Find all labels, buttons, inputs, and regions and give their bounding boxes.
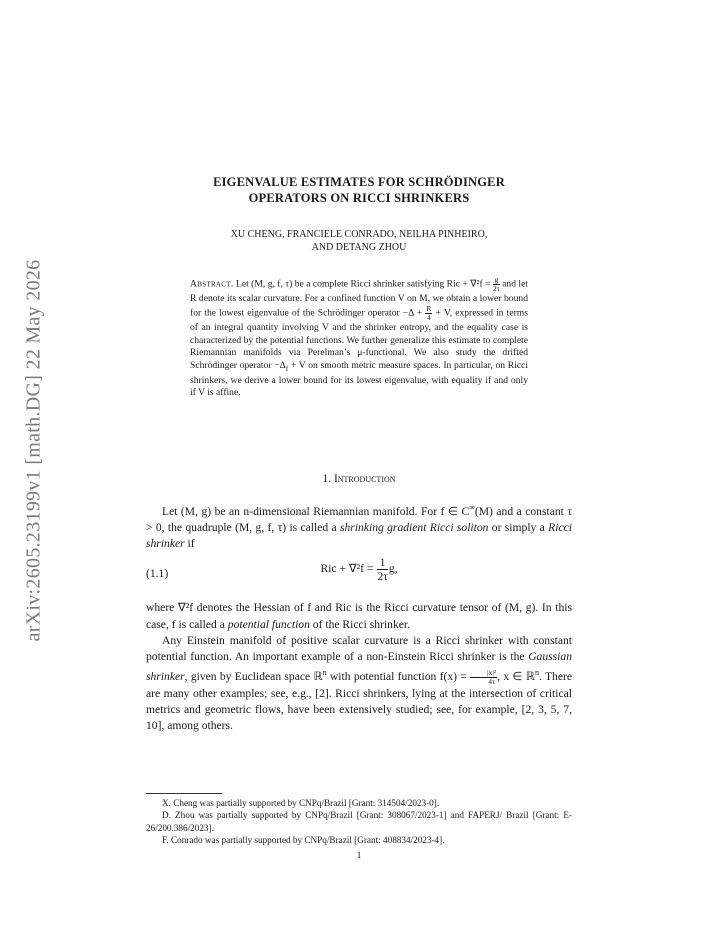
footnote: X. Cheng was partially supported by CNPq/Brazil [Grant: 314504/2023-0]. [162, 798, 440, 808]
fraction-denominator: 4τ [488, 676, 495, 686]
abstract-subscript: f [285, 364, 289, 373]
equation-lhs: Ric + ∇²f = [320, 562, 377, 576]
equation-body [146, 556, 572, 583]
text-run: where ∇²f denotes the Hessian of f and Ric is the Ricci curvature tensor of (M, g). In this case, f is called a [146, 601, 572, 631]
page-number: 1 [356, 850, 362, 860]
inline-fraction [470, 669, 497, 686]
fraction-denominator: 2τ [492, 284, 500, 293]
text-run: , x ∈ ℝ [497, 670, 535, 684]
equation-1-1 [146, 556, 572, 596]
abstract-text-4: + V on smooth metric measure spaces. In particular, on Ricci shrinkers, we derive a lower bound for its lowest eigenvalue, with equality if and only if V is affine. [190, 359, 528, 399]
paper-title [146, 174, 572, 206]
section-heading [146, 473, 572, 485]
authors-line-1: XU CHENG, FRANCIELE CONRADO, NEILHA PINHEIRO, [230, 229, 488, 240]
author-list [146, 228, 572, 254]
text-run: with potential function f(x) = [326, 670, 471, 684]
footnote: D. Zhou was partially supported by CNPq/Brazil [Grant: 308067/2023-1] and FAPERJ/ Brazil [Grant: E-26/200.386/2023]. [146, 810, 572, 833]
emphasis: Gaussian shrinker [146, 650, 572, 684]
authors-line-2: AND DETANG ZHOU [311, 242, 407, 253]
fraction-numerator: 1 [377, 556, 387, 570]
text-run: or simply a [488, 521, 549, 535]
equation-label: (1.1) [146, 567, 169, 581]
superscript: ∞ [469, 503, 475, 512]
fraction-numerator: R [426, 304, 432, 314]
abstract-label: Abstract. [190, 278, 234, 290]
footnote: F. Conrado was partially supported by CNPq/Brazil [Grant: 408834/2023-4]. [162, 834, 445, 845]
text-run: , given by Euclidean space ℝ [184, 670, 323, 684]
fraction-denominator: 2τ [377, 570, 388, 584]
text-run: of the Ricci shrinker. [309, 617, 411, 631]
paragraph-1 [146, 500, 572, 552]
fraction-numerator: |x|² [470, 669, 497, 678]
text-run: Let (M, g) be an n-dimensional Riemannian manifold. For f ∈ C [162, 504, 470, 518]
superscript: n [322, 668, 327, 678]
abstract-text-1: Let (M, g, f, τ) be a complete Ricci shrinker satisfying Ric + ∇²f = [235, 278, 493, 290]
text-run: . There are many other examples; see, e.g., [2]. Ricci shrinkers, lying at the intersection of critical metrics and geometric flows, have been extensively studied; see, for example, [2, 3, 5, 7, 10], among others. [146, 670, 572, 733]
arxiv-identifier: arXiv:2605.23199v1 [math.DG] 22 May 2026 [22, 259, 45, 641]
abstract [190, 276, 528, 400]
emphasis: potential function [227, 617, 310, 631]
title-line-2: OPERATORS ON RICCI SHRINKERS [248, 191, 470, 205]
fraction-denominator: 4 [427, 313, 431, 323]
emphasis: Ricci shrinker [146, 521, 572, 551]
abstract-text-3: + V, expressed in terms of an integral quantity involving V and the shrinker entropy, and the equality case is characterized by the potential functions. We further generalize this estimate to complete Riemannian manifolds via Perelman’s μ-functional. We also study the drifted Schrödinger operator −Δ [190, 308, 528, 371]
text-run: (M) and a constant τ > 0, the quadruple (M, g, f, τ) is called a [146, 504, 572, 535]
superscript: n [534, 668, 539, 678]
paragraph-2 [146, 600, 572, 632]
text-run: Any Einstein manifold of positive scalar curvature is a Ricci shrinker with constant potential function. An important example of a non-Einstein Ricci shrinker is the [146, 633, 572, 664]
equation-rhs: g, [388, 562, 398, 576]
title-line-1: EIGENVALUE ESTIMATES FOR SCHRÖDINGER [213, 175, 505, 189]
emphasis: shrinking gradient Ricci soliton [340, 521, 489, 535]
equation-fraction [377, 556, 387, 583]
body-text [146, 500, 572, 735]
abstract-fraction-1 [493, 276, 500, 293]
paragraph-3 [146, 633, 572, 735]
footnote-divider [146, 793, 222, 794]
fraction-numerator: g [494, 275, 499, 284]
section-title: Introduction [333, 473, 396, 485]
arxiv-stamp [14, 240, 54, 660]
section-number: 1. [322, 473, 332, 485]
footnotes [146, 797, 572, 846]
text-run: if [184, 537, 195, 551]
abstract-text-2: and let R denote its scalar curvature. For a confined function V on M, we obtain a lower bound for the lowest eigenvalue of the Schrödinger operator −Δ + [190, 278, 528, 320]
